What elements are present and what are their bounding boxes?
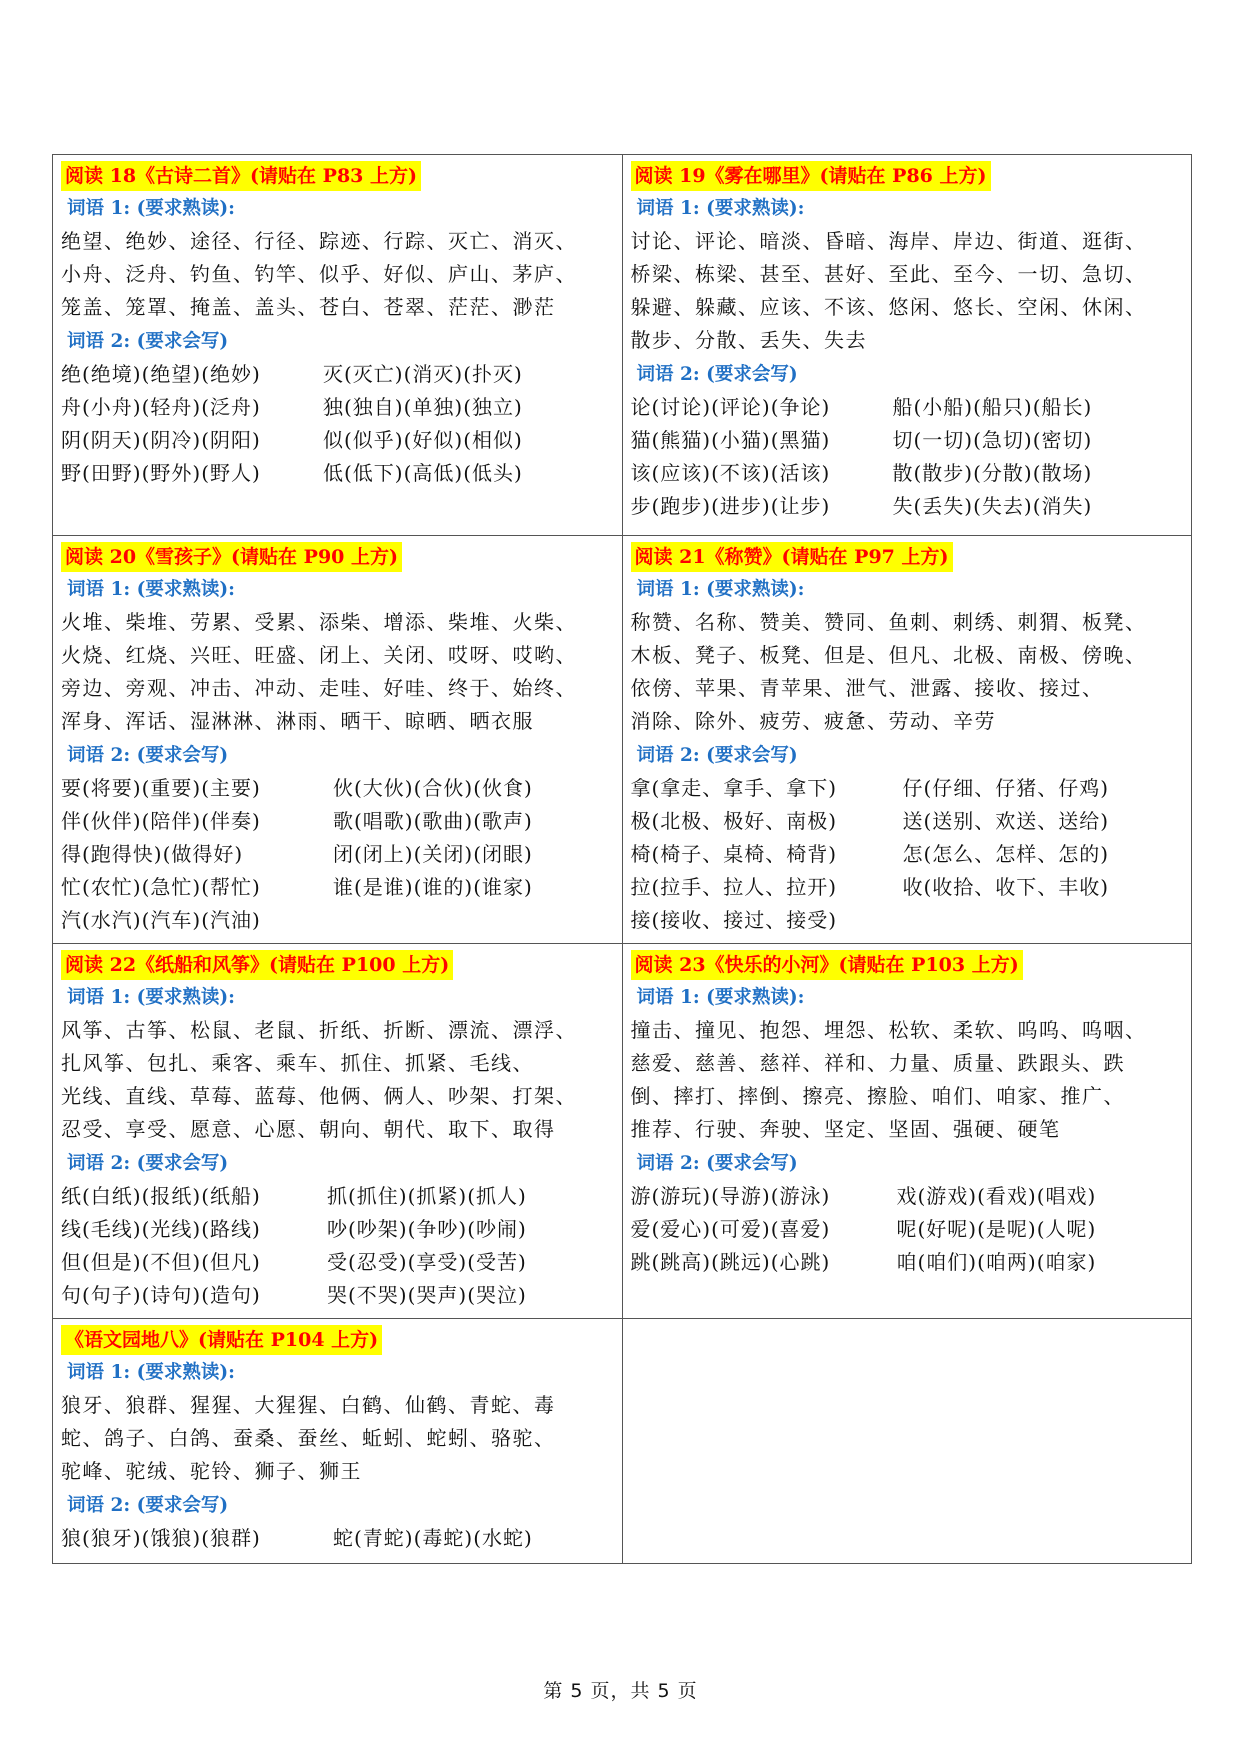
write-entry: 受(忍受)(享受)(受苦) bbox=[327, 1250, 527, 1274]
word-line: 依傍、苹果、青苹果、泄气、泄露、接收、接过、 bbox=[630, 676, 1104, 700]
write-row bbox=[61, 358, 614, 391]
write-entry: 汽(水汽)(汽车)(汽油) bbox=[61, 908, 261, 932]
section-heading-write: 词语 2: (要求会写) bbox=[636, 364, 798, 385]
write-entry: 谁(是谁)(谁的)(谁家) bbox=[333, 875, 533, 899]
section-heading-write: 词语 2: (要求会写) bbox=[636, 745, 798, 766]
word-line: 火烧、红烧、兴旺、旺盛、闭上、关闭、哎呀、哎哟、 bbox=[61, 643, 577, 667]
word-line: 消除、除外、疲劳、疲惫、劳动、辛劳 bbox=[630, 709, 996, 733]
write-entry: 极(北极、极好、南极) bbox=[630, 809, 838, 833]
word-line: 散步、分散、丢失、失去 bbox=[630, 328, 867, 352]
section-heading-write: 词语 2: (要求会写) bbox=[67, 1495, 229, 1516]
write-word-list bbox=[61, 1180, 614, 1312]
write-row bbox=[631, 805, 1184, 838]
write-entry: 独(独自)(单独)(独立) bbox=[323, 395, 523, 419]
section-heading-write: 词语 2: (要求会写) bbox=[67, 331, 229, 352]
write-row bbox=[631, 424, 1184, 457]
section-heading-read: 词语 1: (要求熟读): bbox=[636, 987, 805, 1008]
write-word-list bbox=[61, 358, 614, 490]
write-row bbox=[631, 457, 1184, 490]
write-entry: 要(将要)(重要)(主要) bbox=[61, 776, 261, 800]
lesson-title: 阅读 22《纸船和风筝》(请贴在 P100 上方) bbox=[61, 950, 453, 980]
write-entry: 该(应该)(不该)(活该) bbox=[630, 461, 831, 485]
section-heading-read: 词语 1: (要求熟读): bbox=[67, 1362, 235, 1383]
write-entry: 收(收拾、收下、丰收) bbox=[902, 875, 1110, 899]
write-entry: 步(跑步)(进步)(让步) bbox=[630, 494, 831, 518]
word-line: 旁边、旁观、冲击、冲动、走哇、好哇、终于、始终、 bbox=[61, 676, 577, 700]
write-entry: 线(毛线)(光线)(路线) bbox=[61, 1217, 261, 1241]
write-entry: 灭(灭亡)(消灭)(扑灭) bbox=[323, 362, 523, 386]
word-line: 笼盖、笼罩、掩盖、盖头、苍白、苍翠、茫茫、渺茫 bbox=[61, 295, 556, 319]
lesson-cell bbox=[53, 155, 623, 536]
write-row bbox=[631, 838, 1184, 871]
write-row bbox=[61, 1279, 614, 1312]
lesson-title: 阅读 20《雪孩子》(请贴在 P90 上方) bbox=[61, 542, 402, 572]
write-entry: 纸(白纸)(报纸)(纸船) bbox=[61, 1184, 261, 1208]
word-line: 桥梁、栋梁、甚至、甚好、至此、至今、一切、急切、 bbox=[630, 262, 1147, 286]
section-heading-write: 词语 2: (要求会写) bbox=[636, 1153, 798, 1174]
lesson-title: 阅读 21《称赞》(请贴在 P97 上方) bbox=[631, 542, 953, 572]
write-row bbox=[631, 904, 1184, 937]
section-heading-read: 词语 1: (要求熟读): bbox=[636, 198, 805, 219]
write-entry: 游(游玩)(导游)(游泳) bbox=[630, 1184, 831, 1208]
word-line: 风筝、古筝、松鼠、老鼠、折纸、折断、漂流、漂浮、 bbox=[61, 1018, 577, 1042]
write-entry: 句(句子)(诗句)(造句) bbox=[61, 1283, 261, 1307]
read-word-list bbox=[61, 1389, 614, 1488]
worksheet-table bbox=[52, 154, 1192, 1564]
read-word-list bbox=[631, 225, 1184, 357]
write-row bbox=[61, 904, 614, 937]
word-line: 蛇、鸽子、白鸽、蚕桑、蚕丝、蚯蚓、蛇蚓、骆驼、 bbox=[61, 1426, 556, 1450]
word-line: 慈爱、慈善、慈祥、祥和、力量、质量、跌跟头、跌 bbox=[630, 1051, 1125, 1075]
write-word-list bbox=[631, 391, 1184, 523]
lesson-cell bbox=[622, 536, 1192, 944]
write-entry: 吵(吵架)(争吵)(吵闹) bbox=[327, 1217, 527, 1241]
lesson-title: 《语文园地八》(请贴在 P104 上方) bbox=[61, 1325, 382, 1355]
write-entry: 戏(游戏)(看戏)(唱戏) bbox=[896, 1184, 1097, 1208]
word-line: 火堆、柴堆、劳累、受累、添柴、增添、柴堆、火柴、 bbox=[61, 610, 577, 634]
write-entry: 失(丢失)(失去)(消失) bbox=[892, 494, 1093, 518]
word-line: 木板、凳子、板凳、但是、但凡、北极、南极、傍晚、 bbox=[630, 643, 1147, 667]
write-row bbox=[61, 838, 614, 871]
write-row bbox=[61, 772, 614, 805]
write-entry: 猫(熊猫)(小猫)(黑猫) bbox=[630, 428, 831, 452]
write-row bbox=[61, 457, 614, 490]
lesson-cell bbox=[53, 536, 623, 944]
write-entry: 呢(好呢)(是呢)(人呢) bbox=[896, 1217, 1097, 1241]
page-footer: 第 5 页，共 5 页 bbox=[543, 1680, 698, 1702]
write-entry: 送(送别、欢送、送给) bbox=[902, 809, 1110, 833]
lesson-cell bbox=[53, 944, 623, 1319]
word-line: 绝望、绝妙、途径、行径、踪迹、行踪、灭亡、消灭、 bbox=[61, 229, 577, 253]
word-line: 驼峰、驼绒、驼铃、狮子、狮王 bbox=[61, 1459, 362, 1483]
write-entry: 低(低下)(高低)(低头) bbox=[323, 461, 523, 485]
write-entry: 船(小船)(船只)(船长) bbox=[892, 395, 1093, 419]
word-line: 倒、摔打、摔倒、擦亮、擦脸、咱们、咱家、推广、 bbox=[630, 1084, 1125, 1108]
write-row bbox=[631, 1246, 1184, 1279]
write-row bbox=[61, 424, 614, 457]
lesson-title: 阅读 23《快乐的小河》(请贴在 P103 上方) bbox=[631, 950, 1023, 980]
write-row bbox=[631, 1180, 1184, 1213]
read-word-list bbox=[631, 606, 1184, 738]
lesson-cell bbox=[622, 155, 1192, 536]
write-entry: 抓(抓住)(抓紧)(抓人) bbox=[327, 1184, 527, 1208]
write-row bbox=[61, 805, 614, 838]
write-entry: 狼(狼牙)(饿狼)(狼群) bbox=[61, 1526, 261, 1550]
write-entry: 哭(不哭)(哭声)(哭泣) bbox=[327, 1283, 527, 1307]
word-line: 小舟、泛舟、钓鱼、钓竿、似乎、好似、庐山、茅庐、 bbox=[61, 262, 577, 286]
write-entry: 怎(怎么、怎样、怎的) bbox=[902, 842, 1110, 866]
read-word-list bbox=[61, 225, 614, 324]
write-entry: 切(一切)(急切)(密切) bbox=[892, 428, 1093, 452]
read-word-list bbox=[631, 1014, 1184, 1146]
write-entry: 得(跑得快)(做得好) bbox=[61, 842, 244, 866]
write-word-list bbox=[631, 1180, 1184, 1279]
word-line: 狼牙、狼群、猩猩、大猩猩、白鹤、仙鹤、青蛇、毒 bbox=[61, 1393, 556, 1417]
word-line: 讨论、评论、暗淡、昏暗、海岸、岸边、街道、逛街、 bbox=[630, 229, 1147, 253]
lesson-cell bbox=[53, 1319, 623, 1564]
write-row bbox=[61, 1213, 614, 1246]
word-line: 称赞、名称、赞美、赞同、鱼刺、刺绣、刺猬、板凳、 bbox=[630, 610, 1147, 634]
write-entry: 闭(闭上)(关闭)(闭眼) bbox=[333, 842, 533, 866]
write-row bbox=[61, 1180, 614, 1213]
write-row bbox=[631, 871, 1184, 904]
write-word-list bbox=[61, 1522, 614, 1555]
write-entry: 似(似乎)(好似)(相似) bbox=[323, 428, 523, 452]
lesson-title: 阅读 19《雾在哪里》(请贴在 P86 上方) bbox=[631, 161, 991, 191]
write-entry: 散(散步)(分散)(散场) bbox=[892, 461, 1093, 485]
empty-cell bbox=[622, 1319, 1192, 1564]
write-entry: 忙(农忙)(急忙)(帮忙) bbox=[61, 875, 261, 899]
word-line: 躲避、躲藏、应该、不该、悠闲、悠长、空闲、休闲、 bbox=[630, 295, 1147, 319]
section-heading-read: 词语 1: (要求熟读): bbox=[67, 987, 235, 1008]
write-row bbox=[631, 490, 1184, 523]
write-word-list bbox=[61, 772, 614, 937]
write-entry: 接(接收、接过、接受) bbox=[630, 908, 838, 932]
write-entry: 仔(仔细、仔猪、仔鸡) bbox=[902, 776, 1110, 800]
write-entry: 椅(椅子、桌椅、椅背) bbox=[630, 842, 838, 866]
write-entry: 爱(爱心)(可爱)(喜爱) bbox=[630, 1217, 831, 1241]
write-row bbox=[631, 772, 1184, 805]
section-heading-write: 词语 2: (要求会写) bbox=[67, 1153, 229, 1174]
write-entry: 咱(咱们)(咱两)(咱家) bbox=[896, 1250, 1097, 1274]
write-entry: 但(但是)(不但)(但凡) bbox=[61, 1250, 261, 1274]
write-entry: 歌(唱歌)(歌曲)(歌声) bbox=[333, 809, 533, 833]
read-word-list bbox=[61, 1014, 614, 1146]
write-entry: 蛇(青蛇)(毒蛇)(水蛇) bbox=[333, 1526, 533, 1550]
section-heading-read: 词语 1: (要求熟读): bbox=[67, 579, 235, 600]
write-row bbox=[61, 1246, 614, 1279]
section-heading-read: 词语 1: (要求熟读): bbox=[636, 579, 805, 600]
write-row bbox=[631, 391, 1184, 424]
write-row bbox=[631, 1213, 1184, 1246]
write-entry: 阴(阴天)(阴冷)(阴阳) bbox=[61, 428, 261, 452]
lesson-title: 阅读 18《古诗二首》(请贴在 P83 上方) bbox=[61, 161, 421, 191]
write-entry: 论(讨论)(评论)(争论) bbox=[630, 395, 831, 419]
write-row bbox=[61, 871, 614, 904]
write-word-list bbox=[631, 772, 1184, 937]
word-line: 忍受、享受、愿意、心愿、朝向、朝代、取下、取得 bbox=[61, 1117, 556, 1141]
lesson-cell bbox=[622, 944, 1192, 1319]
write-entry: 绝(绝境)(绝望)(绝妙) bbox=[61, 362, 261, 386]
word-line: 撞击、撞见、抱怨、埋怨、松软、柔软、呜呜、呜咽、 bbox=[630, 1018, 1147, 1042]
write-entry: 伴(伙伴)(陪伴)(伴奏) bbox=[61, 809, 261, 833]
word-line: 光线、直线、草莓、蓝莓、他俩、俩人、吵架、打架、 bbox=[61, 1084, 577, 1108]
word-line: 推荐、行驶、奔驶、坚定、坚固、强硬、硬笔 bbox=[630, 1117, 1061, 1141]
write-row bbox=[61, 1522, 614, 1555]
write-entry: 伙(大伙)(合伙)(伙食) bbox=[333, 776, 533, 800]
write-entry: 野(田野)(野外)(野人) bbox=[61, 461, 261, 485]
section-heading-read: 词语 1: (要求熟读): bbox=[67, 198, 235, 219]
write-entry: 拿(拿走、拿手、拿下) bbox=[630, 776, 838, 800]
write-row bbox=[61, 391, 614, 424]
section-heading-write: 词语 2: (要求会写) bbox=[67, 745, 229, 766]
write-entry: 舟(小舟)(轻舟)(泛舟) bbox=[61, 395, 261, 419]
read-word-list bbox=[61, 606, 614, 738]
word-line: 浑身、浑话、湿淋淋、淋雨、晒干、晾晒、晒衣服 bbox=[61, 709, 534, 733]
word-line: 扎风筝、包扎、乘客、乘车、抓住、抓紧、毛线、 bbox=[61, 1051, 534, 1075]
write-entry: 跳(跳高)(跳远)(心跳) bbox=[630, 1250, 831, 1274]
write-entry: 拉(拉手、拉人、拉开) bbox=[630, 875, 838, 899]
